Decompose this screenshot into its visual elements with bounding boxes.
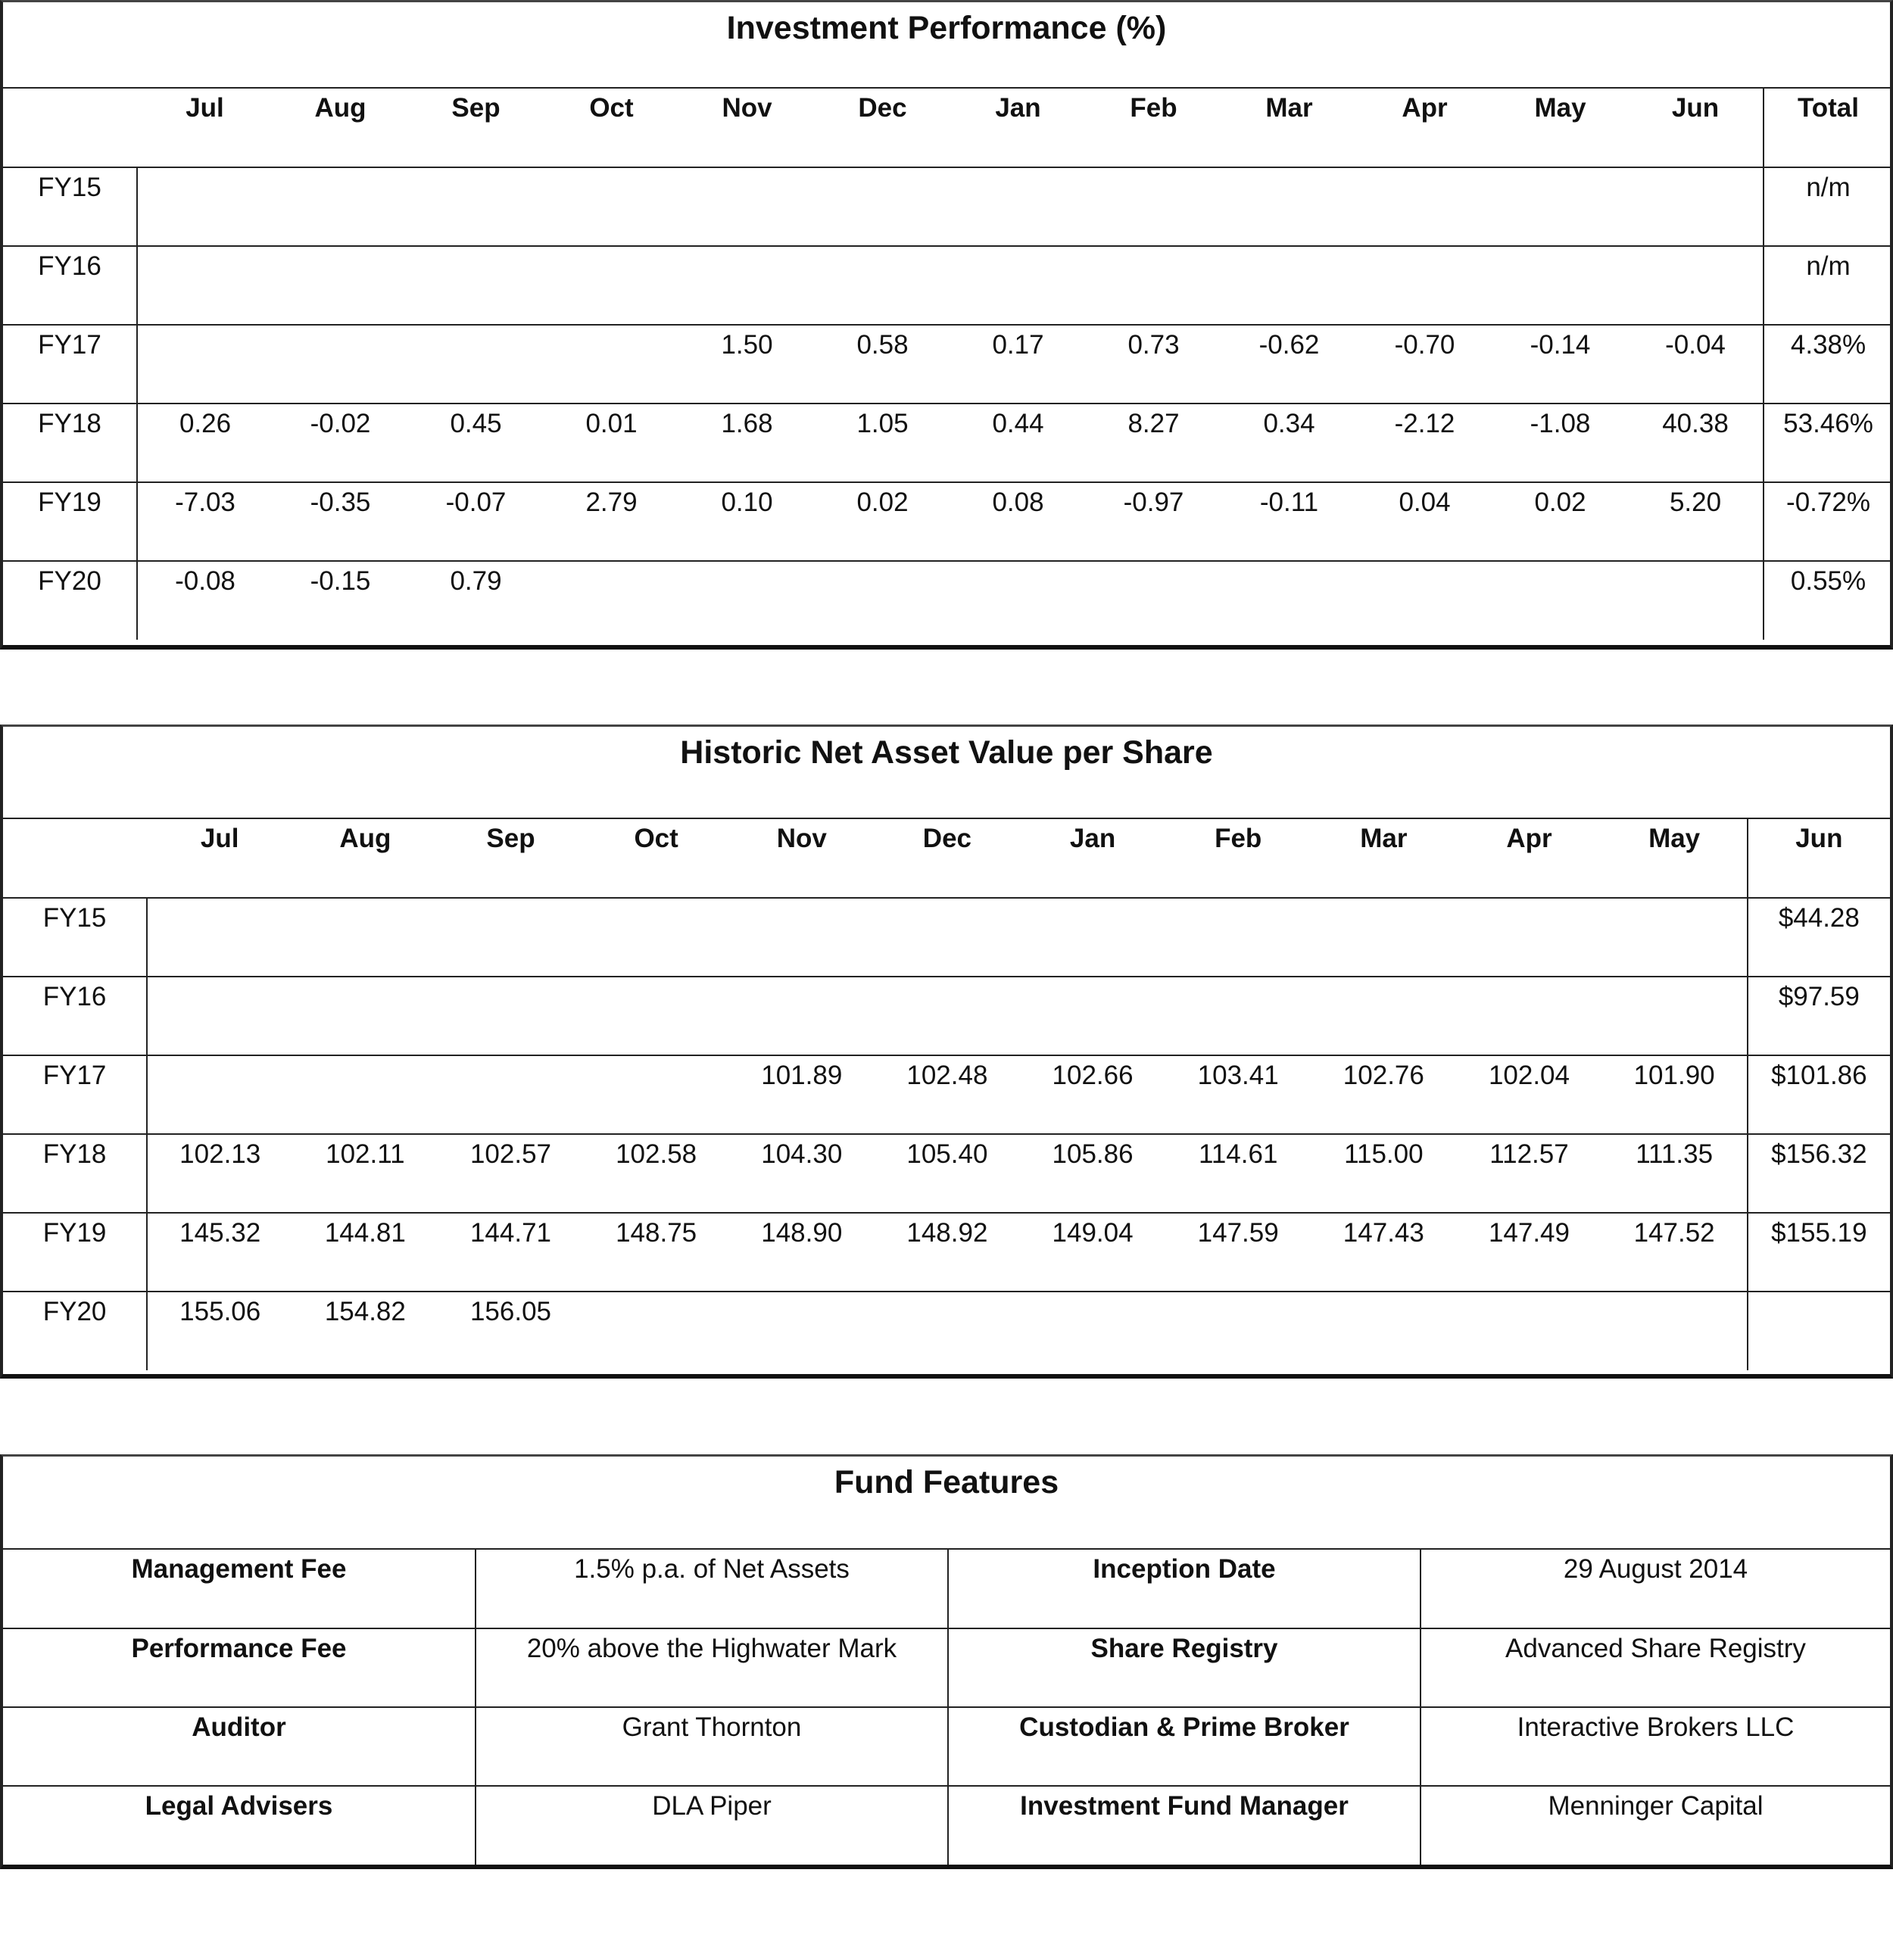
- performance-header-corner: [3, 89, 137, 167]
- performance-cell: [544, 325, 679, 404]
- performance-cell: 53.46%: [1764, 404, 1892, 482]
- performance-cell: [1086, 246, 1221, 325]
- performance-column-header: Nov: [679, 89, 815, 167]
- performance-row: [3, 561, 1892, 640]
- nav-row: [3, 1134, 1890, 1213]
- nav-column-header: Dec: [875, 819, 1020, 898]
- nav-cell: 154.82: [324, 1297, 406, 1326]
- performance-cell: [1492, 561, 1628, 640]
- feature-value: Menninger Capital: [1548, 1791, 1764, 1821]
- nav-column-header: Jul: [147, 819, 292, 898]
- nav-cell: 103.41: [1165, 1055, 1311, 1134]
- performance-column-header: Jun: [1628, 89, 1764, 167]
- performance-cell: [1628, 167, 1764, 246]
- nav-column-header: Apr: [1456, 819, 1601, 898]
- nav-column-header: Aug: [292, 819, 438, 898]
- performance-cell: [137, 325, 273, 404]
- performance-cell: -2.12: [1357, 404, 1492, 482]
- performance-cell: [1357, 246, 1492, 325]
- performance-cell: [1221, 246, 1357, 325]
- performance-row: [3, 482, 1892, 561]
- performance-cell: [815, 246, 950, 325]
- nav-cell: [584, 1292, 729, 1370]
- performance-cell: 0.26: [137, 404, 273, 482]
- nav-row-label: FY16: [3, 977, 147, 1055]
- performance-cell: 0.02: [815, 482, 950, 561]
- performance-row-label: FY16: [3, 246, 137, 325]
- performance-row-label: FY15: [3, 167, 137, 246]
- performance-cell: -0.07: [408, 482, 544, 561]
- nav-row: [3, 977, 1890, 1055]
- nav-cell: 144.81: [292, 1213, 438, 1292]
- nav-cell: 102.66: [1020, 1055, 1165, 1134]
- performance-cell: [273, 325, 408, 404]
- nav-cell: [1456, 898, 1601, 977]
- performance-cell: [544, 246, 679, 325]
- nav-cell: [1165, 977, 1311, 1055]
- nav-cell: [147, 977, 292, 1055]
- feature-row: [3, 1707, 1890, 1786]
- performance-column-header: Dec: [815, 89, 950, 167]
- performance-cell: -0.62: [1221, 325, 1357, 404]
- nav-cell: [875, 1292, 1020, 1370]
- feature-value: Advanced Share Registry: [1421, 1628, 1890, 1707]
- performance-cell: -7.03: [137, 482, 273, 561]
- nav-row: [3, 1292, 1890, 1370]
- performance-column-header: Sep: [408, 89, 544, 167]
- nav-row: [3, 1213, 1890, 1292]
- performance-column-header: Jan: [950, 89, 1086, 167]
- performance-cell: [950, 167, 1086, 246]
- nav-cell: $155.19: [1748, 1213, 1890, 1292]
- performance-cell: [815, 561, 950, 640]
- nav-cell: 155.06: [179, 1297, 261, 1326]
- performance-cell: [679, 167, 815, 246]
- nav-cell: 156.05: [469, 1297, 552, 1326]
- performance-row-label: FY20: [3, 561, 137, 640]
- performance-cell: 0.02: [1492, 482, 1628, 561]
- performance-cell: n/m: [1764, 246, 1892, 325]
- nav-cell: 105.40: [875, 1134, 1020, 1213]
- performance-cell: 1.05: [815, 404, 950, 482]
- investment-performance-title: Investment Performance (%): [3, 2, 1890, 89]
- performance-column-header: Mar: [1221, 89, 1357, 167]
- performance-cell: 2.79: [544, 482, 679, 561]
- performance-cell: [815, 167, 950, 246]
- nav-cell: 112.57: [1456, 1134, 1601, 1213]
- performance-cell: [950, 561, 1086, 640]
- performance-cell: [273, 246, 408, 325]
- nav-cell: 144.71: [438, 1213, 583, 1292]
- nav-cell: [1456, 977, 1601, 1055]
- performance-cell: 0.08: [950, 482, 1086, 561]
- feature-value: 20% above the Highwater Mark: [476, 1628, 948, 1707]
- performance-row-label: FY18: [3, 404, 137, 482]
- feature-value: Grant Thornton: [476, 1707, 948, 1786]
- performance-cell: -0.97: [1086, 482, 1221, 561]
- performance-cell: [1492, 246, 1628, 325]
- nav-cell: [1020, 1292, 1165, 1370]
- nav-cell: [1165, 898, 1311, 977]
- nav-cell: [292, 1055, 438, 1134]
- fund-features-title: Fund Features: [3, 1457, 1890, 1550]
- nav-cell: [875, 898, 1020, 977]
- nav-per-share-table: [3, 819, 1890, 1370]
- performance-cell: -0.04: [1628, 325, 1764, 404]
- nav-cell: 102.13: [147, 1134, 292, 1213]
- nav-cell: [1165, 1292, 1311, 1370]
- feature-value: 29 August 2014: [1421, 1550, 1890, 1628]
- nav-cell: 145.32: [147, 1213, 292, 1292]
- nav-cell: [292, 977, 438, 1055]
- nav-cell: $101.86: [1748, 1055, 1890, 1134]
- performance-cell: [408, 167, 544, 246]
- feature-label: Custodian & Prime Broker: [948, 1707, 1421, 1786]
- performance-row: [3, 404, 1892, 482]
- performance-cell: [1357, 167, 1492, 246]
- nav-cell: [1602, 1292, 1748, 1370]
- feature-label: Management Fee: [3, 1550, 476, 1628]
- performance-cell: 5.20: [1628, 482, 1764, 561]
- performance-row: [3, 167, 1892, 246]
- performance-cell: [679, 561, 815, 640]
- performance-cell: -0.70: [1357, 325, 1492, 404]
- nav-cell: 104.30: [729, 1134, 875, 1213]
- nav-cell: [1311, 977, 1456, 1055]
- nav-row-label: FY17: [3, 1055, 147, 1134]
- nav-cell: 114.61: [1165, 1134, 1311, 1213]
- performance-cell: [544, 561, 679, 640]
- performance-cell: -1.08: [1492, 404, 1628, 482]
- nav-cell: [1311, 898, 1456, 977]
- nav-cell: [1311, 1292, 1456, 1370]
- performance-cell: [1086, 561, 1221, 640]
- nav-cell: 102.48: [875, 1055, 1020, 1134]
- performance-cell: 1.50: [679, 325, 815, 404]
- performance-cell: 40.38: [1628, 404, 1764, 482]
- performance-cell: 8.27: [1086, 404, 1221, 482]
- nav-cell: 148.75: [584, 1213, 729, 1292]
- performance-cell: [137, 246, 273, 325]
- investment-performance-table: [3, 89, 1892, 640]
- performance-cell: [137, 167, 273, 246]
- performance-cell: [950, 246, 1086, 325]
- nav-cell: [875, 977, 1020, 1055]
- performance-row-label: FY17: [3, 325, 137, 404]
- performance-cell: 0.34: [1221, 404, 1357, 482]
- performance-cell: [1628, 561, 1764, 640]
- nav-cell: [1020, 977, 1165, 1055]
- nav-header-row: [3, 819, 1890, 898]
- nav-cell: 147.43: [1311, 1213, 1456, 1292]
- nav-cell: [1020, 898, 1165, 977]
- performance-cell: 1.68: [679, 404, 815, 482]
- performance-column-header: Apr: [1357, 89, 1492, 167]
- investment-performance-panel: [0, 0, 1893, 650]
- performance-row: [3, 246, 1892, 325]
- nav-header-corner: [3, 819, 147, 898]
- performance-cell: n/m: [1764, 167, 1892, 246]
- nav-cell: [147, 898, 292, 977]
- nav-cell: 111.35: [1602, 1134, 1748, 1213]
- nav-cell: 101.90: [1602, 1055, 1748, 1134]
- performance-header-row: [3, 89, 1892, 167]
- performance-cell: [1221, 167, 1357, 246]
- performance-cell: 4.38%: [1764, 325, 1892, 404]
- nav-cell: $44.28: [1748, 898, 1890, 977]
- nav-column-header: Oct: [584, 819, 729, 898]
- nav-row-label: FY20: [3, 1292, 147, 1370]
- performance-cell: 0.73: [1086, 325, 1221, 404]
- nav-cell: 147.52: [1602, 1213, 1748, 1292]
- performance-cell: [408, 325, 544, 404]
- nav-cell: [438, 977, 583, 1055]
- nav-cell: 101.89: [729, 1055, 875, 1134]
- nav-cell: [1602, 977, 1748, 1055]
- performance-cell: -0.14: [1492, 325, 1628, 404]
- fund-features-panel: [0, 1454, 1893, 1869]
- nav-cell: 102.76: [1311, 1055, 1456, 1134]
- performance-cell: [1628, 246, 1764, 325]
- nav-column-header: Sep: [438, 819, 583, 898]
- nav-cell: [147, 1055, 292, 1134]
- nav-cell: [584, 977, 729, 1055]
- nav-cell: [438, 1055, 583, 1134]
- nav-cell: 115.00: [1311, 1134, 1456, 1213]
- performance-cell: -0.02: [273, 404, 408, 482]
- nav-column-header: Mar: [1311, 819, 1456, 898]
- performance-cell: 0.58: [815, 325, 950, 404]
- performance-cell: 0.55%: [1764, 561, 1892, 640]
- nav-cell: [584, 1055, 729, 1134]
- nav-cell: [729, 977, 875, 1055]
- nav-column-header: Feb: [1165, 819, 1311, 898]
- nav-cell: [292, 898, 438, 977]
- performance-cell: -0.11: [1221, 482, 1357, 561]
- performance-column-header: May: [1492, 89, 1628, 167]
- feature-row: [3, 1550, 1890, 1628]
- nav-cell: 102.11: [292, 1134, 438, 1213]
- nav-row-label: FY15: [3, 898, 147, 977]
- nav-cell: $156.32: [1748, 1134, 1890, 1213]
- nav-cell: $97.59: [1748, 977, 1890, 1055]
- nav-cell: 149.04: [1020, 1213, 1165, 1292]
- feature-value: 1.5% p.a. of Net Assets: [476, 1550, 948, 1628]
- nav-cell: [1456, 1292, 1601, 1370]
- feature-label: Legal Advisers: [3, 1786, 476, 1865]
- nav-cell: [1602, 898, 1748, 977]
- nav-per-share-title: Historic Net Asset Value per Share: [3, 727, 1890, 819]
- nav-cell: 102.04: [1456, 1055, 1601, 1134]
- nav-column-header: May: [1602, 819, 1748, 898]
- feature-label: Performance Fee: [3, 1628, 476, 1707]
- performance-cell: [408, 246, 544, 325]
- nav-column-header: Nov: [729, 819, 875, 898]
- nav-cell: [438, 898, 583, 977]
- nav-row: [3, 1055, 1890, 1134]
- performance-cell: -0.35: [273, 482, 408, 561]
- performance-cell: 0.45: [408, 404, 544, 482]
- performance-cell: 0.79: [450, 566, 502, 596]
- performance-cell: [1492, 167, 1628, 246]
- performance-row: [3, 325, 1892, 404]
- nav-per-share-panel: [0, 724, 1893, 1379]
- feature-value: DLA Piper: [476, 1786, 948, 1865]
- performance-cell: [1086, 167, 1221, 246]
- performance-cell: [1357, 561, 1492, 640]
- performance-row-label: FY19: [3, 482, 137, 561]
- feature-label: Inception Date: [948, 1550, 1421, 1628]
- nav-cell: 102.58: [584, 1134, 729, 1213]
- nav-cell: [729, 898, 875, 977]
- fund-features-table: [3, 1550, 1890, 1865]
- performance-cell: [679, 246, 815, 325]
- feature-value: Interactive Brokers LLC: [1421, 1707, 1890, 1786]
- nav-row: [3, 898, 1890, 977]
- nav-cell: 105.86: [1020, 1134, 1165, 1213]
- performance-cell: [273, 167, 408, 246]
- performance-column-header: Oct: [544, 89, 679, 167]
- nav-cell: 147.49: [1456, 1213, 1601, 1292]
- nav-cell: 148.90: [729, 1213, 875, 1292]
- performance-cell: -0.08: [175, 566, 235, 596]
- nav-cell: 102.57: [438, 1134, 583, 1213]
- nav-row-label: FY18: [3, 1134, 147, 1213]
- performance-cell: -0.72%: [1764, 482, 1892, 561]
- performance-cell: [1221, 561, 1357, 640]
- performance-column-header: Total: [1764, 89, 1892, 167]
- nav-column-header: Jun: [1748, 819, 1890, 898]
- feature-label: Auditor: [3, 1707, 476, 1786]
- performance-column-header: Feb: [1086, 89, 1221, 167]
- feature-label: Share Registry: [948, 1628, 1421, 1707]
- nav-cell: [1748, 1292, 1890, 1370]
- performance-cell: 0.01: [544, 404, 679, 482]
- feature-row: [3, 1628, 1890, 1707]
- nav-cell: 148.92: [875, 1213, 1020, 1292]
- performance-cell: 0.04: [1357, 482, 1492, 561]
- performance-cell: 0.17: [950, 325, 1086, 404]
- nav-cell: 147.59: [1165, 1213, 1311, 1292]
- feature-label: Investment Fund Manager: [948, 1786, 1421, 1865]
- nav-row-label: FY19: [3, 1213, 147, 1292]
- performance-column-header: Jul: [137, 89, 273, 167]
- performance-cell: 0.10: [679, 482, 815, 561]
- performance-cell: 0.44: [950, 404, 1086, 482]
- performance-column-header: Aug: [273, 89, 408, 167]
- feature-row: [3, 1786, 1890, 1865]
- nav-column-header: Jan: [1020, 819, 1165, 898]
- performance-cell: [544, 167, 679, 246]
- nav-cell: [729, 1292, 875, 1370]
- performance-cell: -0.15: [310, 566, 371, 596]
- nav-cell: [584, 898, 729, 977]
